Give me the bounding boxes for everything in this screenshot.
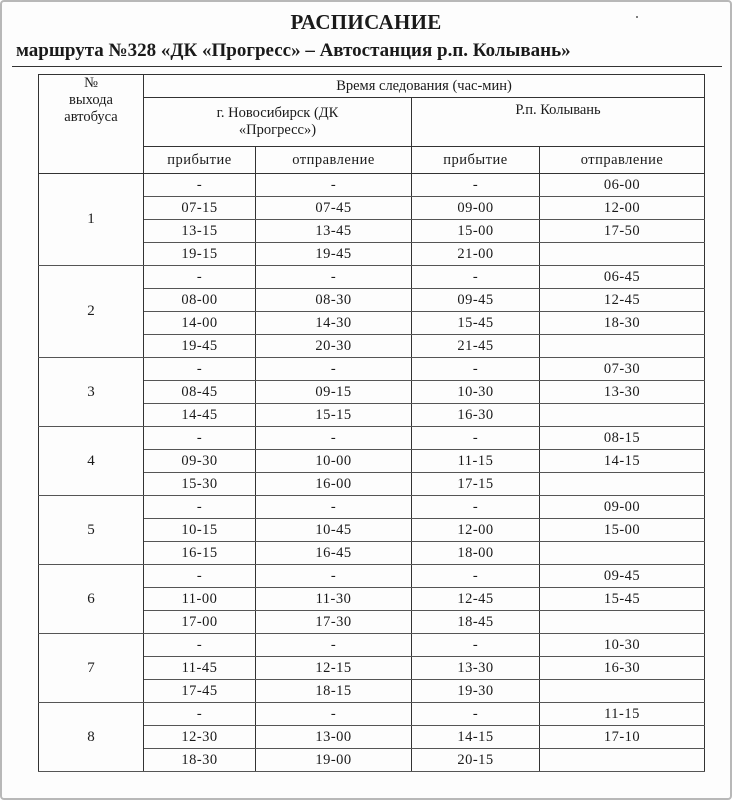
table-row [39, 266, 705, 289]
stop-novosibirsk-label: г. Новосибирск (ДК «Прогресс») [216, 105, 339, 138]
kolyvan-departure-cell [540, 542, 705, 565]
subtitle-underline [12, 66, 722, 67]
bus-number-cell: 2 [39, 266, 144, 358]
kolyvan-departure-cell: 12-45 [540, 289, 705, 312]
kolyvan-arrival-cell: - [412, 565, 540, 588]
kolyvan-departure-cell: 07-30 [540, 358, 705, 381]
kolyvan-arrival-cell: - [412, 634, 540, 657]
bus-number-cell: 4 [39, 427, 144, 496]
bus-number-cell: 7 [39, 634, 144, 703]
kolyvan-departure-cell: 14-15 [540, 450, 705, 473]
table-row [39, 174, 705, 197]
novosibirsk-departure-cell: 10-45 [256, 519, 412, 542]
novosibirsk-departure-cell: 13-45 [256, 220, 412, 243]
kolyvan-departure-cell: 17-50 [540, 220, 705, 243]
novosibirsk-departure-cell: 15-15 [256, 404, 412, 427]
kolyvan-arrival-cell: 21-00 [412, 243, 540, 266]
kolyvan-arrival-cell: 14-15 [412, 726, 540, 749]
kolyvan-departure-cell: 13-30 [540, 381, 705, 404]
route-subtitle: маршрута №328 «ДК «Прогресс» – Автостанция р.п. Колывань» [16, 40, 571, 61]
scan-speck [636, 16, 638, 18]
kolyvan-departure-cell: 06-45 [540, 266, 705, 289]
kolyvan-arrival-cell: 18-00 [412, 542, 540, 565]
kolyvan-arrival-cell: - [412, 174, 540, 197]
novosibirsk-departure-cell: 11-30 [256, 588, 412, 611]
novosibirsk-arrival-cell: - [144, 634, 256, 657]
kolyvan-arrival-cell: 10-30 [412, 381, 540, 404]
novosibirsk-arrival-cell: 11-45 [144, 657, 256, 680]
novosibirsk-arrival-cell: 08-00 [144, 289, 256, 312]
table-row [39, 634, 705, 657]
kolyvan-arrival-cell: - [412, 358, 540, 381]
novosibirsk-arrival-cell: - [144, 703, 256, 726]
kolyvan-arrival-cell: 09-45 [412, 289, 540, 312]
schedule-body [39, 174, 705, 772]
novosibirsk-arrival-cell: 14-00 [144, 312, 256, 335]
schedule-table [38, 74, 705, 772]
kolyvan-arrival-cell: 09-00 [412, 197, 540, 220]
novosibirsk-departure-cell: - [256, 565, 412, 588]
kolyvan-departure-cell: 10-30 [540, 634, 705, 657]
novosibirsk-arrival-cell: 14-45 [144, 404, 256, 427]
novosibirsk-arrival-cell: 15-30 [144, 473, 256, 496]
bus-number-cell: 8 [39, 703, 144, 772]
novosibirsk-departure-cell: 10-00 [256, 450, 412, 473]
table-row [39, 703, 705, 726]
novosibirsk-arrival-cell: 17-00 [144, 611, 256, 634]
stop-novosibirsk-header [144, 98, 412, 147]
kolyvan-departure-cell [540, 404, 705, 427]
kolyvan-departure-cell [540, 611, 705, 634]
document-title: РАСПИСАНИЕ [290, 10, 442, 34]
novosibirsk-departure-cell: 16-45 [256, 542, 412, 565]
kolyvan-departure-cell [540, 335, 705, 358]
kolyvan-arrival-cell: 15-45 [412, 312, 540, 335]
kolyvan-departure-cell: 11-15 [540, 703, 705, 726]
kolyvan-arrival-cell: 12-00 [412, 519, 540, 542]
arrival-header-a: прибытие [144, 147, 256, 174]
kolyvan-arrival-cell: 11-15 [412, 450, 540, 473]
novosibirsk-departure-cell: - [256, 174, 412, 197]
novosibirsk-arrival-cell: 10-15 [144, 519, 256, 542]
novosibirsk-departure-cell: 17-30 [256, 611, 412, 634]
kolyvan-arrival-cell: - [412, 427, 540, 450]
novosibirsk-arrival-cell: 19-15 [144, 243, 256, 266]
kolyvan-arrival-cell: - [412, 496, 540, 519]
bus-number-header [39, 75, 144, 174]
novosibirsk-arrival-cell: - [144, 174, 256, 197]
kolyvan-arrival-cell: 12-45 [412, 588, 540, 611]
kolyvan-arrival-cell: 21-45 [412, 335, 540, 358]
novosibirsk-departure-cell: - [256, 358, 412, 381]
novosibirsk-departure-cell: 19-45 [256, 243, 412, 266]
kolyvan-departure-cell: 09-45 [540, 565, 705, 588]
kolyvan-departure-cell [540, 749, 705, 772]
kolyvan-departure-cell: 08-15 [540, 427, 705, 450]
novosibirsk-arrival-cell: - [144, 427, 256, 450]
kolyvan-departure-cell [540, 243, 705, 266]
bus-number-cell: 3 [39, 358, 144, 427]
novosibirsk-departure-cell: 13-00 [256, 726, 412, 749]
table-row [39, 496, 705, 519]
kolyvan-departure-cell: 16-30 [540, 657, 705, 680]
arrival-header-b: прибытие [412, 147, 540, 174]
bus-number-header-text: № выхода автобуса [64, 75, 118, 125]
bus-number-cell: 1 [39, 174, 144, 266]
novosibirsk-departure-cell: - [256, 266, 412, 289]
novosibirsk-departure-cell: 14-30 [256, 312, 412, 335]
novosibirsk-departure-cell: - [256, 427, 412, 450]
novosibirsk-arrival-cell: - [144, 266, 256, 289]
novosibirsk-arrival-cell: - [144, 565, 256, 588]
kolyvan-departure-cell: 18-30 [540, 312, 705, 335]
kolyvan-arrival-cell: 20-15 [412, 749, 540, 772]
novosibirsk-departure-cell: - [256, 634, 412, 657]
kolyvan-departure-cell: 17-10 [540, 726, 705, 749]
kolyvan-arrival-cell: - [412, 703, 540, 726]
kolyvan-departure-cell: 12-00 [540, 197, 705, 220]
novosibirsk-departure-cell: 07-45 [256, 197, 412, 220]
novosibirsk-departure-cell: 18-15 [256, 680, 412, 703]
kolyvan-departure-cell [540, 473, 705, 496]
stop-kolyvan-header: Р.п. Колывань [412, 98, 705, 147]
table-row [39, 565, 705, 588]
table-row [39, 358, 705, 381]
kolyvan-departure-cell: 15-45 [540, 588, 705, 611]
kolyvan-departure-cell: 09-00 [540, 496, 705, 519]
novosibirsk-departure-cell: 08-30 [256, 289, 412, 312]
kolyvan-arrival-cell: 17-15 [412, 473, 540, 496]
departure-header-b: отправление [540, 147, 705, 174]
table-row [39, 427, 705, 450]
novosibirsk-departure-cell: 20-30 [256, 335, 412, 358]
novosibirsk-arrival-cell: 12-30 [144, 726, 256, 749]
novosibirsk-arrival-cell: 08-45 [144, 381, 256, 404]
novosibirsk-arrival-cell: - [144, 358, 256, 381]
novosibirsk-departure-cell: - [256, 703, 412, 726]
departure-header-a: отправление [256, 147, 412, 174]
travel-time-header: Время следования (час-мин) [144, 75, 705, 98]
novosibirsk-departure-cell: 09-15 [256, 381, 412, 404]
kolyvan-arrival-cell: 16-30 [412, 404, 540, 427]
novosibirsk-departure-cell: 16-00 [256, 473, 412, 496]
novosibirsk-arrival-cell: - [144, 496, 256, 519]
novosibirsk-arrival-cell: 18-30 [144, 749, 256, 772]
kolyvan-arrival-cell: 13-30 [412, 657, 540, 680]
novosibirsk-arrival-cell: 07-15 [144, 197, 256, 220]
novosibirsk-arrival-cell: 16-15 [144, 542, 256, 565]
kolyvan-arrival-cell: 15-00 [412, 220, 540, 243]
novosibirsk-arrival-cell: 11-00 [144, 588, 256, 611]
kolyvan-arrival-cell: 18-45 [412, 611, 540, 634]
novosibirsk-departure-cell: - [256, 496, 412, 519]
bus-number-cell: 6 [39, 565, 144, 634]
bus-number-cell: 5 [39, 496, 144, 565]
novosibirsk-departure-cell: 19-00 [256, 749, 412, 772]
novosibirsk-arrival-cell: 19-45 [144, 335, 256, 358]
kolyvan-arrival-cell: 19-30 [412, 680, 540, 703]
novosibirsk-departure-cell: 12-15 [256, 657, 412, 680]
novosibirsk-arrival-cell: 13-15 [144, 220, 256, 243]
kolyvan-arrival-cell: - [412, 266, 540, 289]
kolyvan-departure-cell: 06-00 [540, 174, 705, 197]
kolyvan-departure-cell [540, 680, 705, 703]
novosibirsk-arrival-cell: 17-45 [144, 680, 256, 703]
novosibirsk-arrival-cell: 09-30 [144, 450, 256, 473]
kolyvan-departure-cell: 15-00 [540, 519, 705, 542]
